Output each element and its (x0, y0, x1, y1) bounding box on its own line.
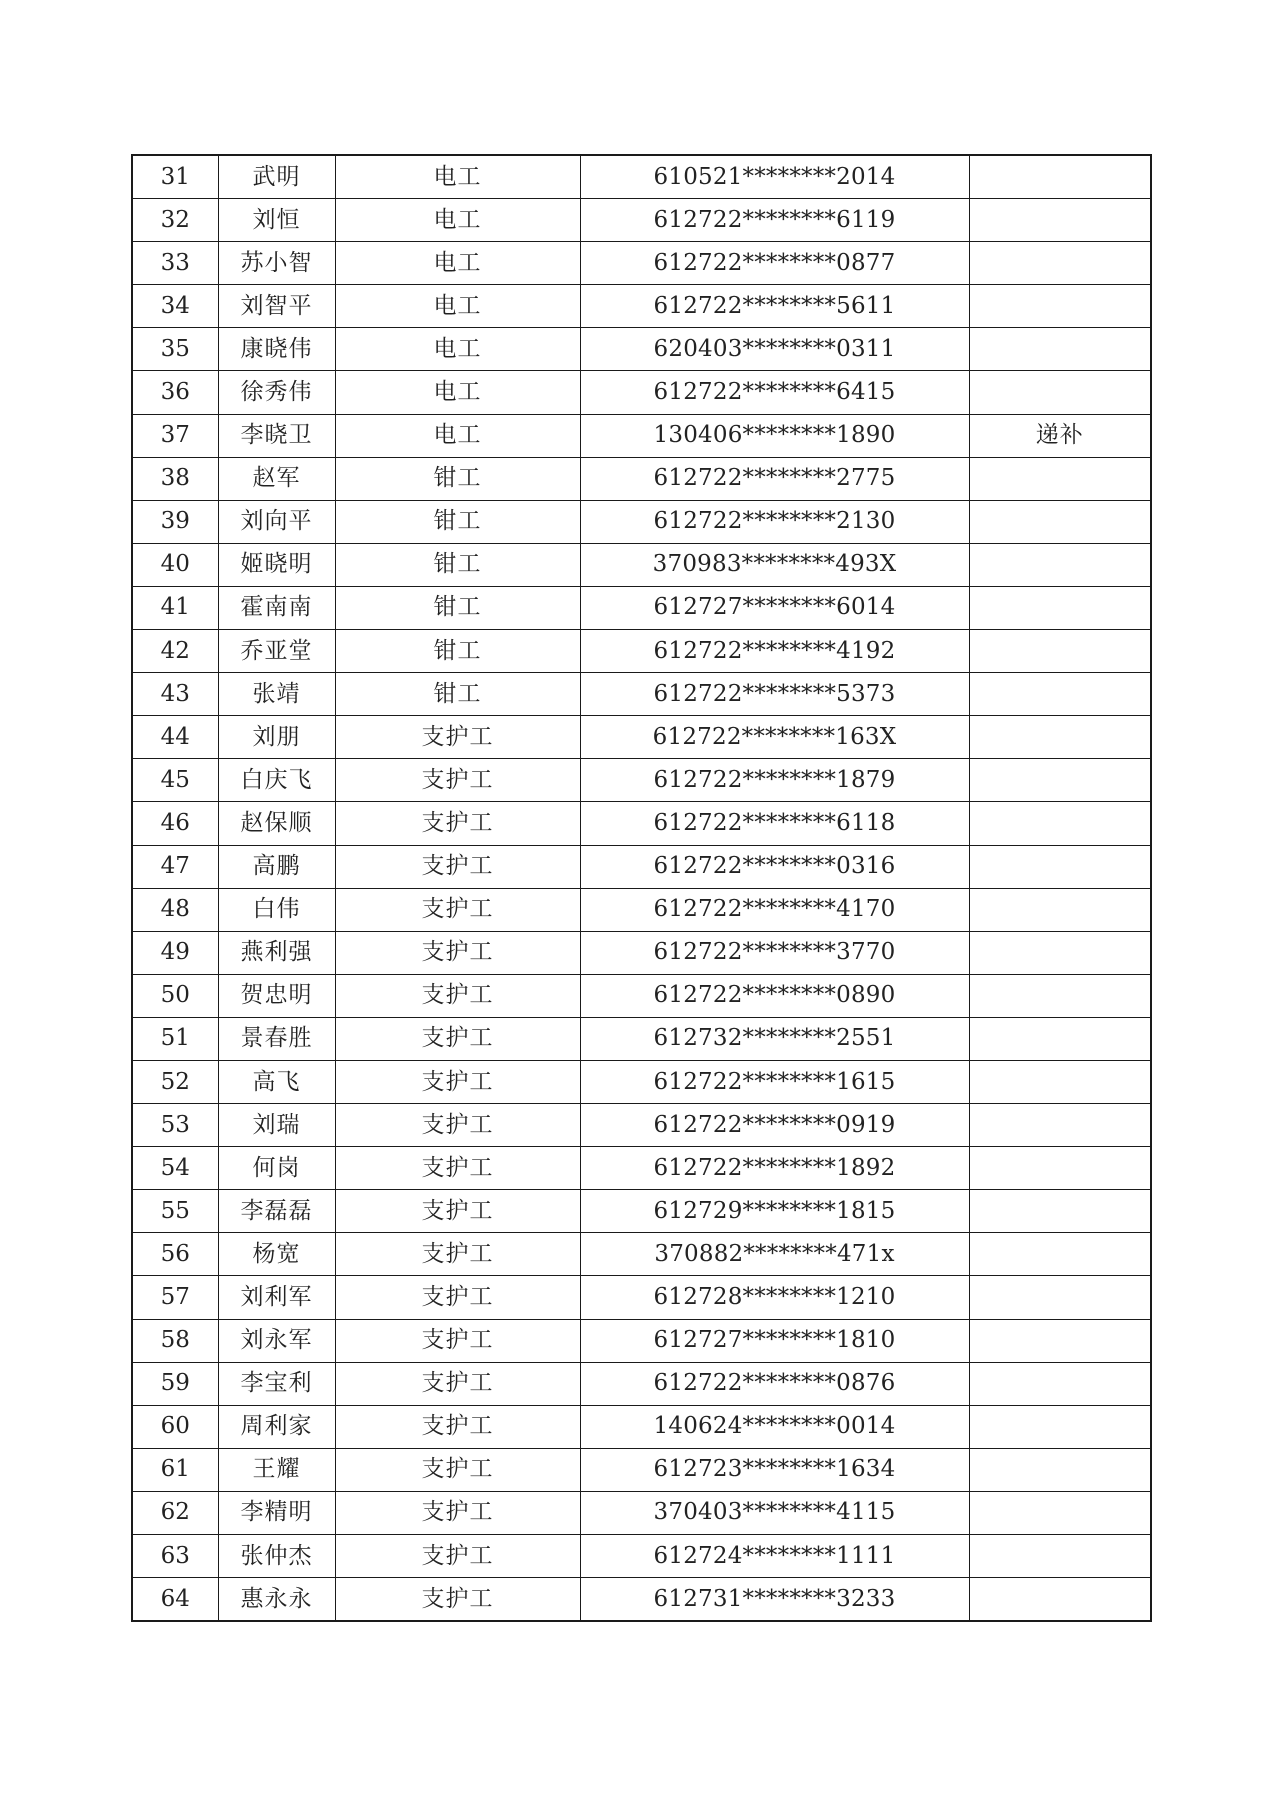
cell-number: 57 (132, 1276, 218, 1319)
cell-number: 62 (132, 1491, 218, 1534)
cell-name: 刘向平 (218, 500, 335, 543)
cell-name: 张仲杰 (218, 1535, 335, 1578)
cell-remark (969, 199, 1151, 242)
cell-job-type: 电工 (335, 285, 580, 328)
cell-id-number: 612722********2130 (580, 500, 969, 543)
table-row (132, 328, 1151, 371)
cell-number: 61 (132, 1448, 218, 1491)
cell-remark (969, 1535, 1151, 1578)
cell-job-type: 支护工 (335, 1319, 580, 1362)
table-row (132, 199, 1151, 242)
cell-remark (969, 1578, 1151, 1622)
cell-id-number: 620403********0311 (580, 328, 969, 371)
table-row (132, 1535, 1151, 1578)
cell-number: 37 (132, 414, 218, 457)
cell-id-number: 370403********4115 (580, 1491, 969, 1534)
table-row (132, 155, 1151, 199)
cell-id-number: 612731********3233 (580, 1578, 969, 1622)
table-row (132, 1060, 1151, 1103)
table-row (132, 1405, 1151, 1448)
cell-job-type: 电工 (335, 199, 580, 242)
table-row (132, 974, 1151, 1017)
cell-name: 刘朋 (218, 716, 335, 759)
cell-number: 60 (132, 1405, 218, 1448)
cell-number: 38 (132, 457, 218, 500)
cell-name: 李精明 (218, 1491, 335, 1534)
cell-name: 赵保顺 (218, 802, 335, 845)
cell-number: 49 (132, 931, 218, 974)
cell-remark (969, 974, 1151, 1017)
cell-id-number: 612722********4192 (580, 630, 969, 673)
cell-number: 46 (132, 802, 218, 845)
cell-name: 景春胜 (218, 1017, 335, 1060)
cell-job-type: 钳工 (335, 630, 580, 673)
cell-name: 刘利军 (218, 1276, 335, 1319)
cell-id-number: 612722********0877 (580, 242, 969, 285)
cell-name: 刘瑞 (218, 1104, 335, 1147)
table-row (132, 1190, 1151, 1233)
cell-remark (969, 1147, 1151, 1190)
table-row (132, 242, 1151, 285)
cell-name: 霍南南 (218, 586, 335, 629)
cell-number: 55 (132, 1190, 218, 1233)
cell-job-type: 支护工 (335, 1017, 580, 1060)
cell-name: 李宝利 (218, 1362, 335, 1405)
table-row (132, 285, 1151, 328)
cell-number: 54 (132, 1147, 218, 1190)
cell-id-number: 612722********5373 (580, 673, 969, 716)
table-row (132, 543, 1151, 586)
cell-id-number: 612722********2775 (580, 457, 969, 500)
cell-id-number: 370983********493X (580, 543, 969, 586)
cell-name: 康晓伟 (218, 328, 335, 371)
cell-name: 刘永军 (218, 1319, 335, 1362)
cell-number: 35 (132, 328, 218, 371)
cell-remark (969, 716, 1151, 759)
table-row (132, 1362, 1151, 1405)
cell-job-type: 电工 (335, 414, 580, 457)
cell-job-type: 支护工 (335, 1190, 580, 1233)
personnel-table (131, 154, 1152, 1622)
cell-number: 33 (132, 242, 218, 285)
cell-number: 42 (132, 630, 218, 673)
cell-remark (969, 759, 1151, 802)
cell-remark (969, 1448, 1151, 1491)
cell-name: 王耀 (218, 1448, 335, 1491)
cell-remark (969, 845, 1151, 888)
cell-remark (969, 1190, 1151, 1233)
cell-name: 徐秀伟 (218, 371, 335, 414)
cell-number: 52 (132, 1060, 218, 1103)
table-row (132, 1017, 1151, 1060)
cell-job-type: 支护工 (335, 759, 580, 802)
cell-number: 44 (132, 716, 218, 759)
cell-name: 高鹏 (218, 845, 335, 888)
cell-job-type: 支护工 (335, 1491, 580, 1534)
cell-job-type: 支护工 (335, 1233, 580, 1276)
table-row (132, 888, 1151, 931)
cell-remark (969, 586, 1151, 629)
cell-remark: 递补 (969, 414, 1151, 457)
cell-name: 惠永永 (218, 1578, 335, 1622)
cell-remark (969, 242, 1151, 285)
cell-name: 乔亚堂 (218, 630, 335, 673)
table-row (132, 414, 1151, 457)
cell-job-type: 支护工 (335, 1578, 580, 1622)
cell-job-type: 电工 (335, 155, 580, 199)
cell-number: 34 (132, 285, 218, 328)
cell-name: 武明 (218, 155, 335, 199)
cell-job-type: 支护工 (335, 845, 580, 888)
cell-id-number: 612722********0890 (580, 974, 969, 1017)
cell-job-type: 电工 (335, 371, 580, 414)
cell-id-number: 370882********471x (580, 1233, 969, 1276)
cell-name: 燕利强 (218, 931, 335, 974)
cell-job-type: 钳工 (335, 500, 580, 543)
cell-number: 43 (132, 673, 218, 716)
cell-remark (969, 1319, 1151, 1362)
cell-remark (969, 1017, 1151, 1060)
table-row (132, 371, 1151, 414)
cell-number: 50 (132, 974, 218, 1017)
table-row (132, 845, 1151, 888)
cell-number: 51 (132, 1017, 218, 1060)
cell-id-number: 612722********3770 (580, 931, 969, 974)
cell-name: 高飞 (218, 1060, 335, 1103)
cell-id-number: 612722********6415 (580, 371, 969, 414)
cell-job-type: 钳工 (335, 586, 580, 629)
cell-id-number: 130406********1890 (580, 414, 969, 457)
table-row (132, 1319, 1151, 1362)
table-row (132, 802, 1151, 845)
cell-id-number: 612722********0919 (580, 1104, 969, 1147)
table-row (132, 630, 1151, 673)
cell-remark (969, 1405, 1151, 1448)
cell-number: 58 (132, 1319, 218, 1362)
cell-id-number: 612722********1879 (580, 759, 969, 802)
cell-number: 48 (132, 888, 218, 931)
cell-job-type: 支护工 (335, 1276, 580, 1319)
table-row (132, 931, 1151, 974)
table-row (132, 586, 1151, 629)
cell-id-number: 612722********6119 (580, 199, 969, 242)
cell-id-number: 612723********1634 (580, 1448, 969, 1491)
cell-job-type: 支护工 (335, 1060, 580, 1103)
table-row (132, 500, 1151, 543)
cell-job-type: 支护工 (335, 1405, 580, 1448)
cell-name: 周利家 (218, 1405, 335, 1448)
cell-name: 贺忠明 (218, 974, 335, 1017)
cell-id-number: 610521********2014 (580, 155, 969, 199)
cell-id-number: 612722********5611 (580, 285, 969, 328)
table-row (132, 1578, 1151, 1622)
cell-number: 39 (132, 500, 218, 543)
cell-number: 40 (132, 543, 218, 586)
cell-remark (969, 802, 1151, 845)
cell-number: 63 (132, 1535, 218, 1578)
cell-remark (969, 1060, 1151, 1103)
cell-job-type: 支护工 (335, 1104, 580, 1147)
cell-name: 李磊磊 (218, 1190, 335, 1233)
cell-number: 47 (132, 845, 218, 888)
cell-name: 白伟 (218, 888, 335, 931)
cell-remark (969, 1491, 1151, 1534)
cell-job-type: 支护工 (335, 716, 580, 759)
table-row (132, 1448, 1151, 1491)
cell-name: 赵军 (218, 457, 335, 500)
table-body (132, 155, 1151, 1621)
cell-remark (969, 1276, 1151, 1319)
cell-number: 32 (132, 199, 218, 242)
cell-id-number: 612727********6014 (580, 586, 969, 629)
cell-remark (969, 888, 1151, 931)
cell-id-number: 612722********0876 (580, 1362, 969, 1405)
cell-id-number: 140624********0014 (580, 1405, 969, 1448)
cell-number: 56 (132, 1233, 218, 1276)
table-row (132, 673, 1151, 716)
cell-remark (969, 630, 1151, 673)
cell-remark (969, 931, 1151, 974)
table-row (132, 1276, 1151, 1319)
cell-remark (969, 1104, 1151, 1147)
cell-job-type: 钳工 (335, 673, 580, 716)
cell-number: 36 (132, 371, 218, 414)
cell-name: 刘智平 (218, 285, 335, 328)
cell-job-type: 钳工 (335, 457, 580, 500)
cell-number: 31 (132, 155, 218, 199)
cell-id-number: 612722********163X (580, 716, 969, 759)
cell-remark (969, 543, 1151, 586)
table-row (132, 1147, 1151, 1190)
cell-name: 刘恒 (218, 199, 335, 242)
cell-remark (969, 285, 1151, 328)
cell-remark (969, 328, 1151, 371)
cell-name: 白庆飞 (218, 759, 335, 802)
cell-remark (969, 457, 1151, 500)
cell-remark (969, 500, 1151, 543)
cell-remark (969, 155, 1151, 199)
cell-id-number: 612727********1810 (580, 1319, 969, 1362)
table-row (132, 1233, 1151, 1276)
cell-number: 59 (132, 1362, 218, 1405)
table-row (132, 1491, 1151, 1534)
table-row (132, 1104, 1151, 1147)
cell-job-type: 支护工 (335, 1147, 580, 1190)
cell-id-number: 612722********6118 (580, 802, 969, 845)
cell-name: 何岗 (218, 1147, 335, 1190)
cell-id-number: 612728********1210 (580, 1276, 969, 1319)
cell-name: 杨宽 (218, 1233, 335, 1276)
cell-number: 64 (132, 1578, 218, 1622)
cell-id-number: 612722********4170 (580, 888, 969, 931)
cell-remark (969, 1362, 1151, 1405)
cell-name: 张靖 (218, 673, 335, 716)
cell-job-type: 支护工 (335, 1362, 580, 1405)
cell-id-number: 612729********1815 (580, 1190, 969, 1233)
cell-name: 苏小智 (218, 242, 335, 285)
cell-name: 姬晓明 (218, 543, 335, 586)
table-row (132, 716, 1151, 759)
cell-id-number: 612722********1892 (580, 1147, 969, 1190)
cell-job-type: 电工 (335, 242, 580, 285)
cell-id-number: 612732********2551 (580, 1017, 969, 1060)
cell-number: 53 (132, 1104, 218, 1147)
cell-id-number: 612722********1615 (580, 1060, 969, 1103)
cell-job-type: 支护工 (335, 802, 580, 845)
cell-name: 李晓卫 (218, 414, 335, 457)
cell-job-type: 钳工 (335, 543, 580, 586)
cell-job-type: 支护工 (335, 1535, 580, 1578)
table-row (132, 759, 1151, 802)
cell-id-number: 612724********1111 (580, 1535, 969, 1578)
cell-job-type: 支护工 (335, 888, 580, 931)
cell-job-type: 支护工 (335, 1448, 580, 1491)
cell-remark (969, 1233, 1151, 1276)
cell-number: 41 (132, 586, 218, 629)
cell-job-type: 电工 (335, 328, 580, 371)
table-row (132, 457, 1151, 500)
cell-remark (969, 673, 1151, 716)
cell-job-type: 支护工 (335, 974, 580, 1017)
cell-job-type: 支护工 (335, 931, 580, 974)
cell-id-number: 612722********0316 (580, 845, 969, 888)
cell-number: 45 (132, 759, 218, 802)
cell-remark (969, 371, 1151, 414)
